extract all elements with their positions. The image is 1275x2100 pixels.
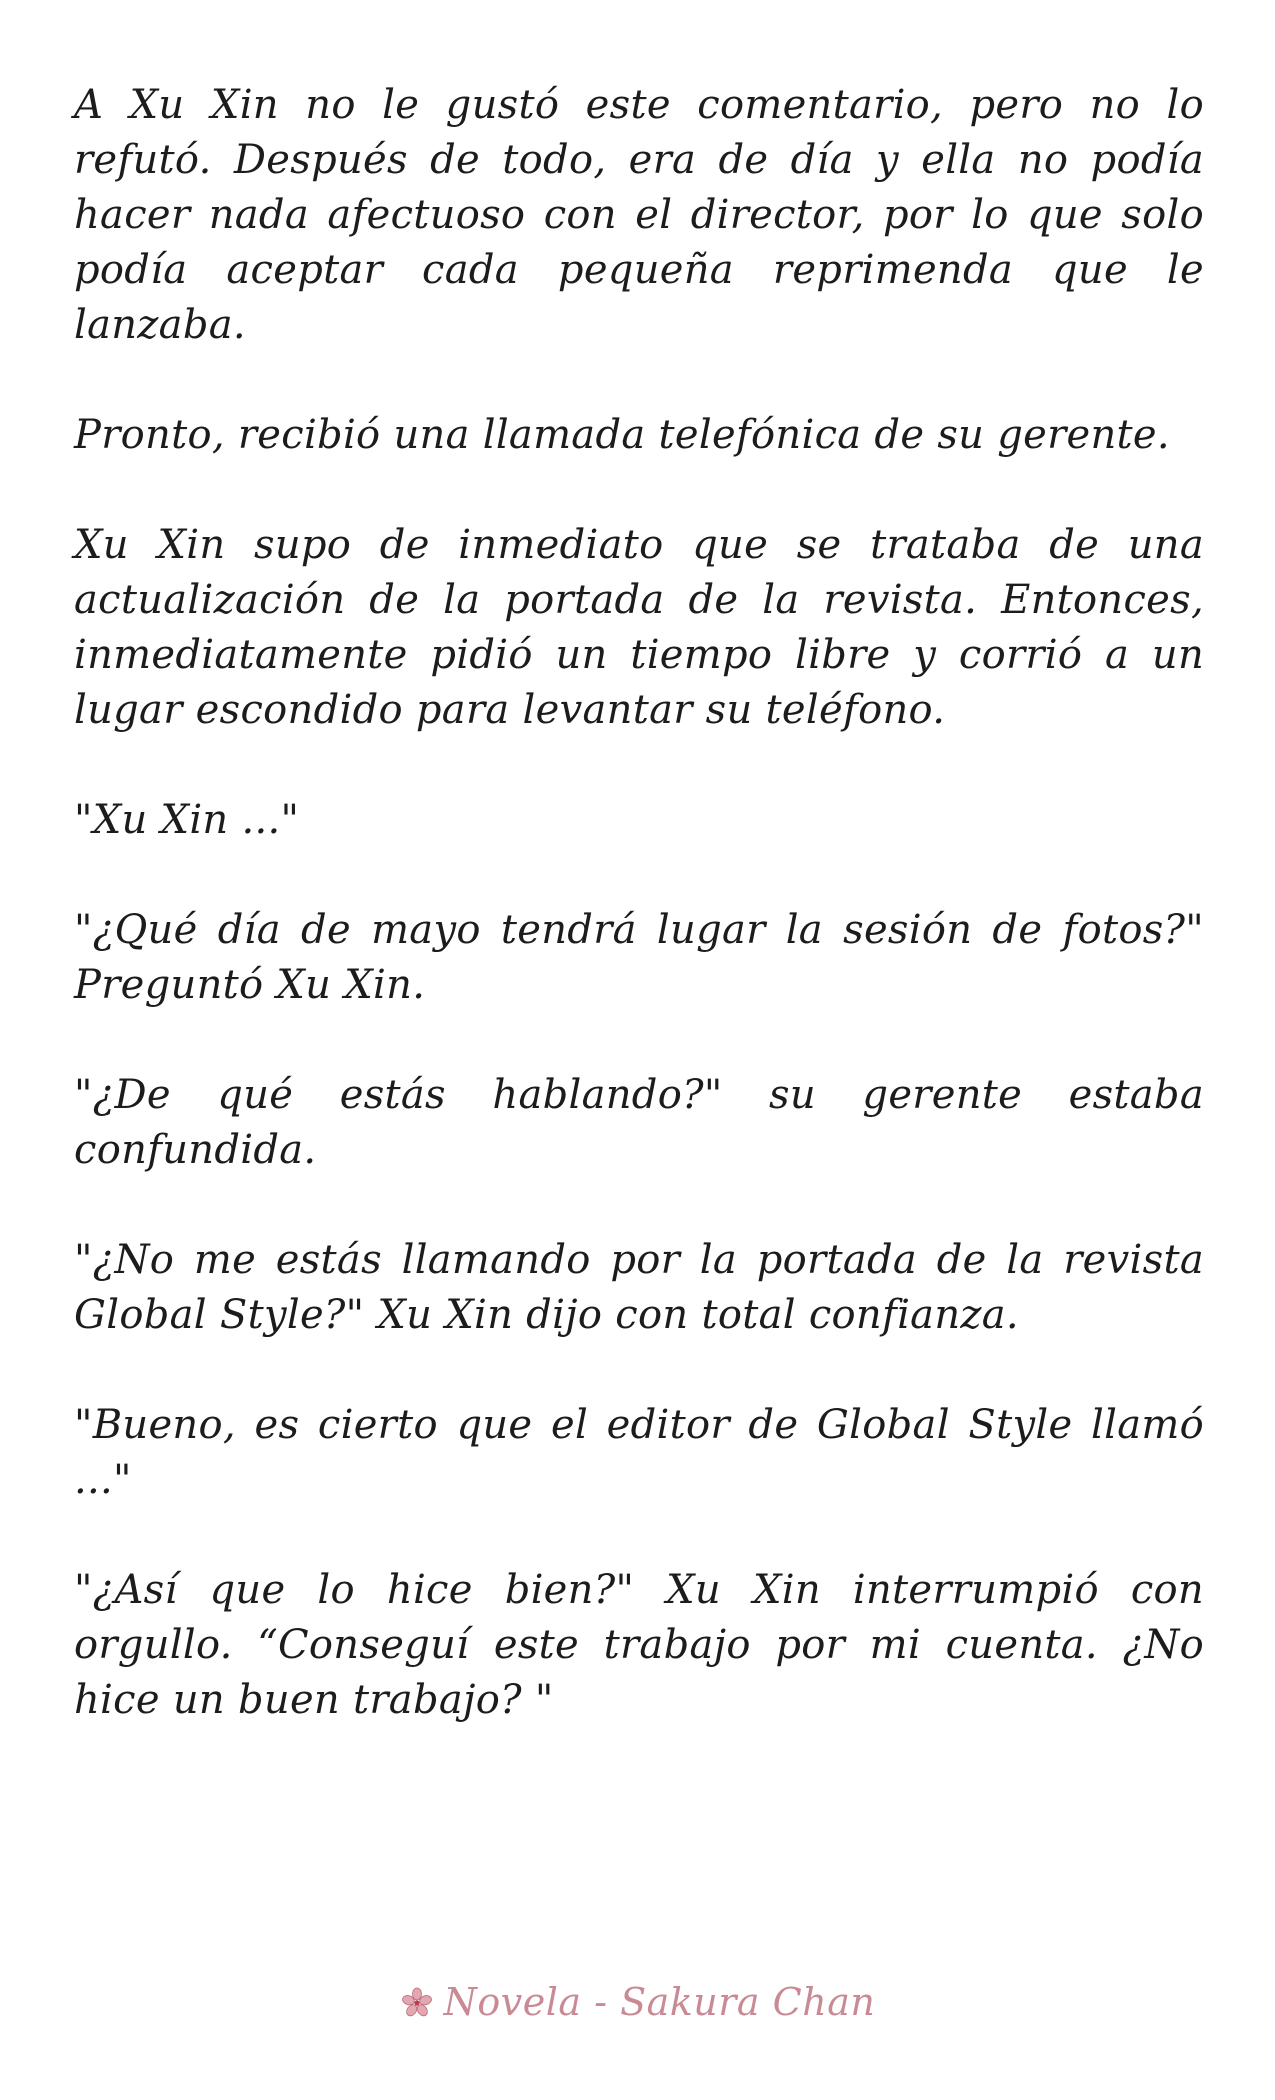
paragraph-5: "¿Qué día de mayo tendrá lugar la sesión de fotos?" Preguntó Xu Xin.: [74, 907, 1204, 1008]
paragraph-6: "¿De qué estás hablando?" su gerente estaba confundida.: [74, 1072, 1204, 1173]
document-body: [74, 78, 1204, 1783]
watermark-text: Novela - Sakura Chan: [443, 1980, 876, 2024]
paragraph-4: "Xu Xin ...": [74, 797, 300, 843]
paragraph-8: "Bueno, es cierto que el editor de Global Style llamó ...": [74, 1402, 1204, 1503]
paragraph-1: A Xu Xin no le gustó este comentario, pero no lo refutó. Después de todo, era de día y ella no podía hacer nada afectuoso con el director, por lo que solo podía aceptar cada pequeña reprimenda que le lanzaba.: [74, 82, 1204, 348]
paragraph-2: Pronto, recibió una llamada telefónica de su gerente.: [74, 412, 1170, 458]
paragraph-3: Xu Xin supo de inmediato que se trataba de una actualización de la portada de la revista. Entonces, inmediatamente pidió un tiempo libre y corrió a un lugar escondido para levantar su teléfono.: [74, 522, 1204, 733]
paragraph-7: "¿No me estás llamando por la portada de la revista Global Style?" Xu Xin dijo con total confianza.: [74, 1237, 1204, 1338]
sakura-blossom-icon: [400, 1985, 434, 2019]
watermark: [0, 1980, 1275, 2024]
paragraph-9: "¿Así que lo hice bien?" Xu Xin interrumpió con orgullo. “Conseguí este trabajo por mi cuenta. ¿No hice un buen trabajo? ": [74, 1567, 1204, 1723]
